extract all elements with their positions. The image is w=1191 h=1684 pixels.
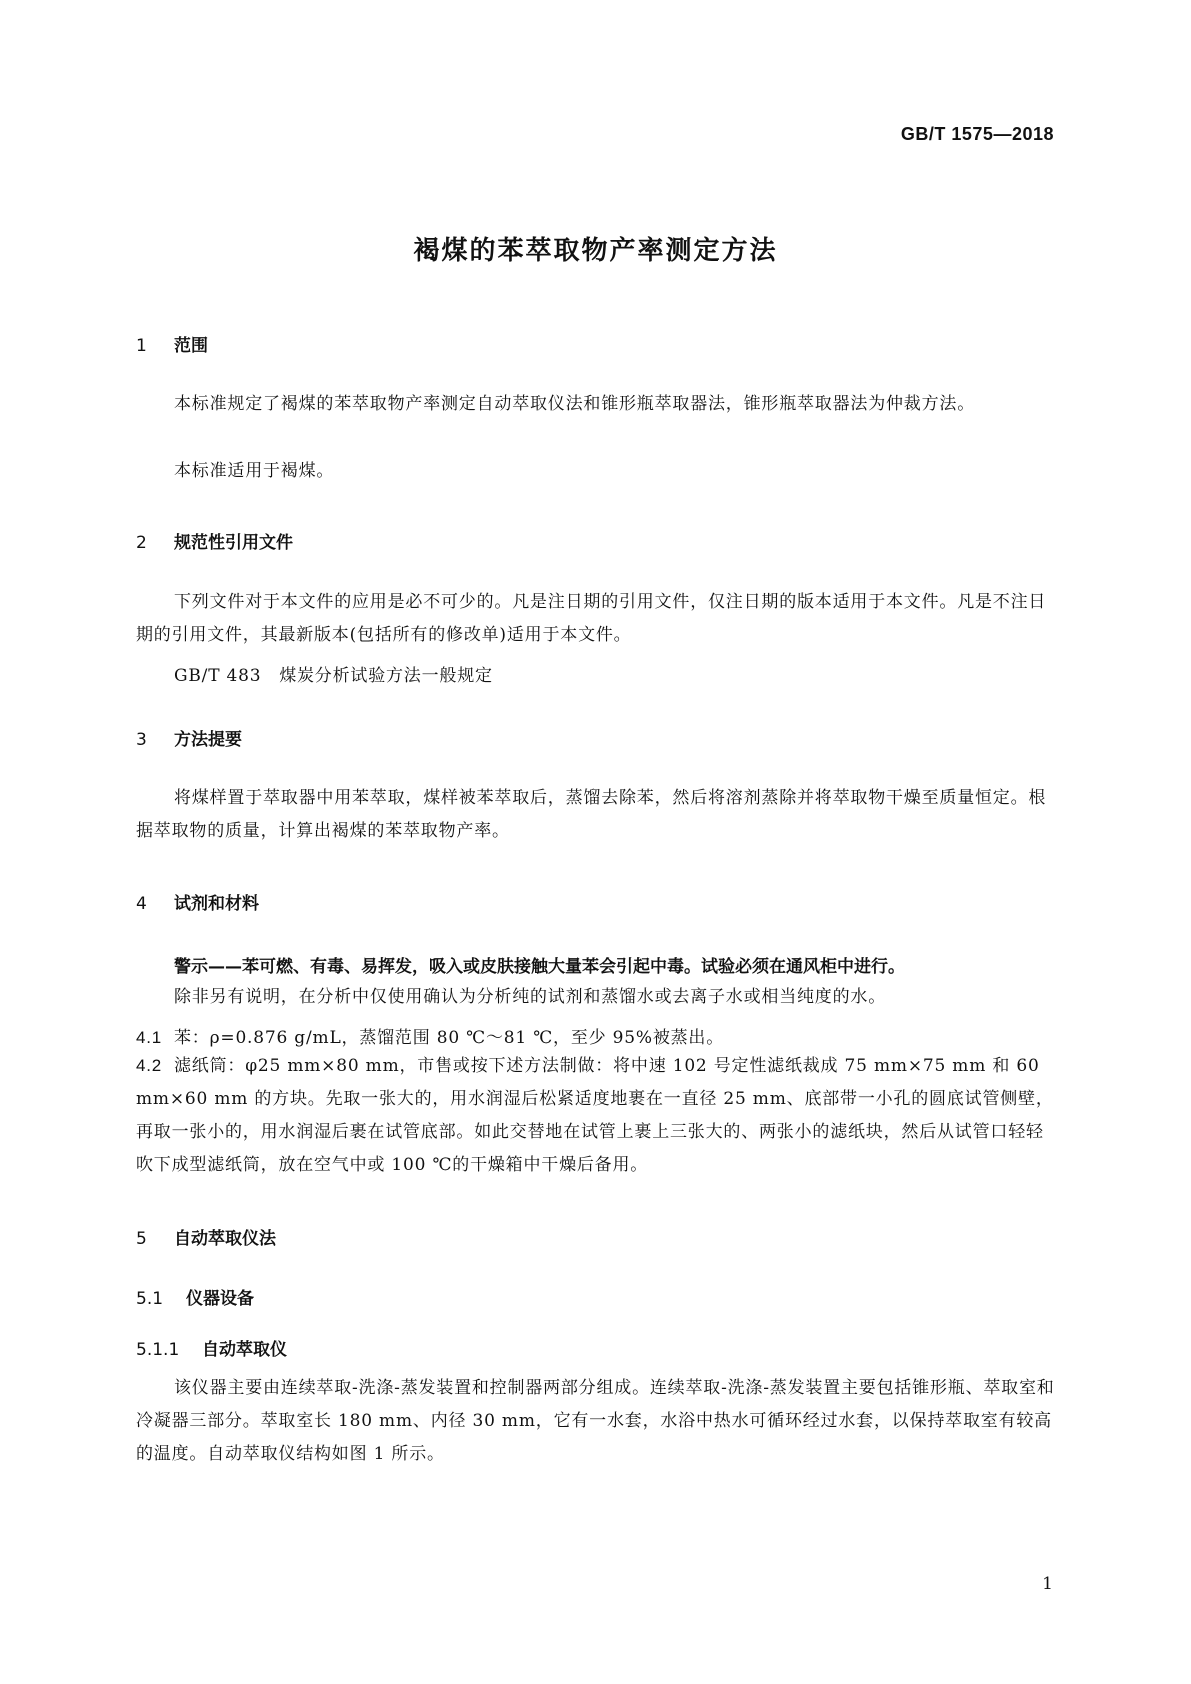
subsection-5-1-1-paragraph-1: 该仪器主要由连续萃取-洗涤-蒸发装置和控制器两部分组成。连续萃取-洗涤-蒸发装置主要包括锥形瓶、萃取室和冷凝器三部分。萃取室长 180 mm、内径 30 mm，它有一水套，水浴中热水可循环经过水套，以保持萃取室有较高的温度。自动萃取仪结构如图 1 所示。 <box>136 1378 1055 1464</box>
item-4-2 <box>136 1049 1056 1182</box>
subsection-title: 自动萃取仪 <box>202 1340 287 1360</box>
item-text: 滤纸筒：φ25 mm×80 mm，市售或按下述方法制做：将中速 102 号定性滤纸裁成 75 mm×75 mm 和 60 mm×60 mm 的方块。先取一张大的，用水润湿后松紧适度地裹在一直径 25 mm、底部带一小孔的圆底试管侧壁，再取一张小的，用水润湿后裹在试管底部。如此交替地在试管上裹上三张大的、两张小的滤纸块，然后从试管口轻轻吹下成型滤纸筒，放在空气中或 100 ℃的干燥箱中干燥后备用。 <box>136 1056 1054 1175</box>
section-1-paragraph-1: 本标准规定了褐煤的苯萃取物产率测定自动萃取仪法和锥形瓶萃取器法，锥形瓶萃取器法为仲裁方法。 <box>174 394 975 414</box>
safety-warning: 警示——苯可燃、有毒、易挥发，吸入或皮肤接触大量苯会引起中毒。试验必须在通风柜中进行。 <box>174 957 905 977</box>
item-4-1 <box>136 1023 724 1048</box>
subsection-number: 5.1.1 <box>136 1340 180 1360</box>
section-1-paragraph-2: 本标准适用于褐煤。 <box>174 461 335 481</box>
subsection-title: 仪器设备 <box>186 1289 254 1309</box>
section-number: 2 <box>136 533 147 553</box>
normative-reference: GB/T 483 煤炭分析试验方法一般规定 <box>174 666 493 686</box>
document-title: 褐煤的苯萃取物产率测定方法 <box>413 236 778 266</box>
section-title: 试剂和材料 <box>174 894 259 914</box>
section-number: 5 <box>136 1229 147 1249</box>
subsection-5-1-1-heading <box>136 1335 287 1360</box>
section-number: 4 <box>136 894 147 914</box>
section-2-paragraph-1: 下列文件对于本文件的应用是必不可少的。凡是注日期的引用文件，仅注日期的版本适用于本文件。凡是不注日期的引用文件，其最新版本(包括所有的修改单)适用于本文件。 <box>136 592 1047 645</box>
section-title: 规范性引用文件 <box>174 533 293 553</box>
item-number: 4.2 <box>136 1056 163 1075</box>
section-4-paragraph-1: 除非另有说明，在分析中仅使用确认为分析纯的试剂和蒸馏水或去离子水或相当纯度的水。 <box>174 987 886 1007</box>
section-3-heading <box>136 725 242 750</box>
section-5-heading <box>136 1224 276 1249</box>
section-2-heading <box>136 528 293 553</box>
item-number: 4.1 <box>136 1028 163 1047</box>
section-1-heading <box>136 331 208 356</box>
section-number: 1 <box>136 336 147 356</box>
subsection-number: 5.1 <box>136 1289 164 1309</box>
section-4-heading <box>136 889 259 914</box>
item-text: 苯：ρ=0.876 g/mL，蒸馏范围 80 ℃～81 ℃，至少 95%被蒸出。 <box>174 1028 725 1048</box>
section-title: 自动萃取仪法 <box>174 1229 276 1249</box>
section-3-paragraph-1: 将煤样置于萃取器中用苯萃取，煤样被苯萃取后，蒸馏去除苯，然后将溶剂蒸除并将萃取物干燥至质量恒定。根据萃取物的质量，计算出褐煤的苯萃取物产率。 <box>136 788 1047 841</box>
section-title: 范围 <box>174 336 208 356</box>
standard-number: GB/T 1575—2018 <box>900 124 1054 144</box>
subsection-5-1-heading <box>136 1284 254 1309</box>
section-number: 3 <box>136 730 147 750</box>
section-title: 方法提要 <box>174 730 242 750</box>
page-number: 1 <box>1042 1574 1053 1594</box>
